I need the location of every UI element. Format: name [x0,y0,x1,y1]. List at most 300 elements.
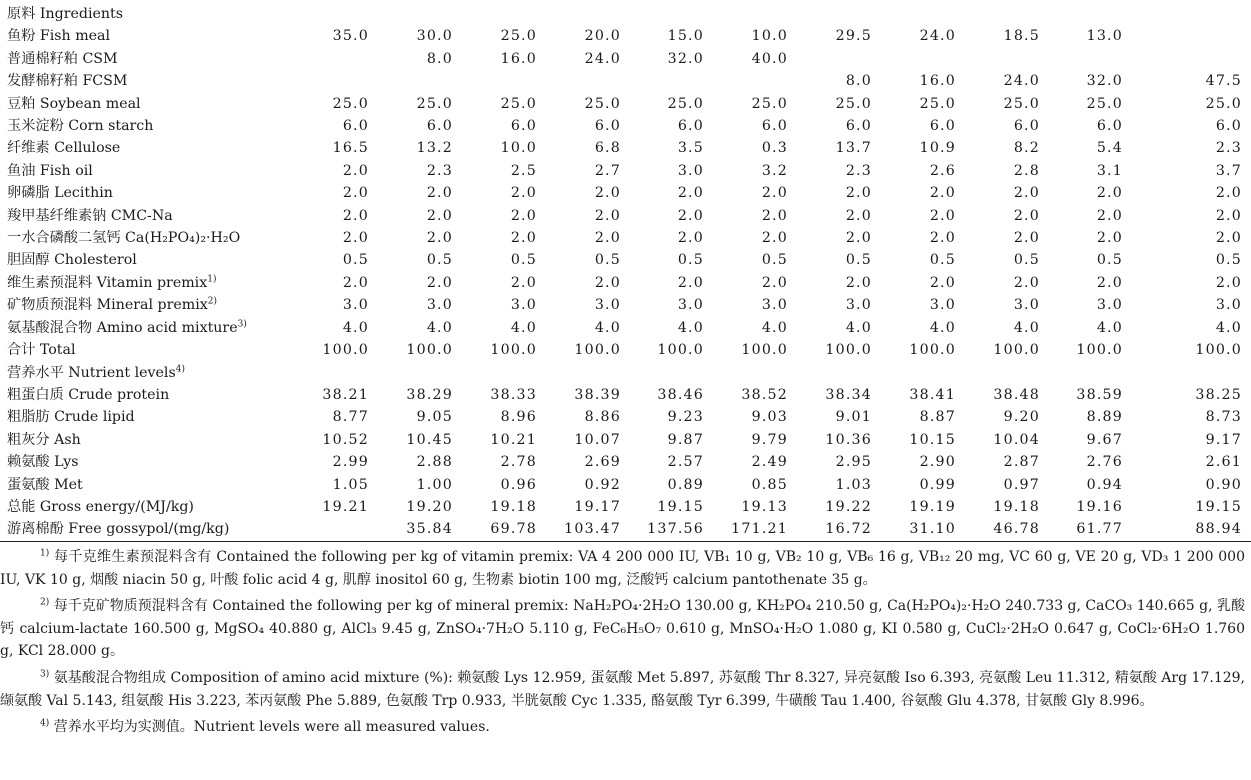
row-label-text: 氨基酸混合物 Amino acid mixture [7,319,238,336]
section-row [0,0,1251,25]
table-cell: 40.0 [751,50,788,67]
table-cell: 8.0 [426,50,453,67]
table-cell: 3.0 [845,297,872,314]
table-cell: 3.7 [1215,162,1242,179]
table-cell: 25.0 [1205,95,1242,112]
table-cell: 2.0 [1096,274,1123,291]
table-cell: 16.0 [500,50,537,67]
table-cell: 2.0 [1096,185,1123,202]
table-cell: 2.0 [1215,207,1242,224]
table-cell: 25.0 [751,95,788,112]
table-cell: 2.0 [1013,185,1040,202]
table-row [0,429,1251,451]
row-label [0,451,298,473]
row-label [0,249,298,271]
table-cell: 2.57 [667,454,704,471]
row-label [0,205,298,227]
table-cell: 0.92 [584,476,621,493]
table-cell: 4.0 [677,319,704,336]
table-cell: 2.0 [929,230,956,247]
table-cell [1132,0,1251,25]
table-row [0,339,1251,361]
table-cell: 25.0 [416,95,453,112]
row-label-text: 蛋氨酸 Met [7,476,83,493]
table-cell [546,362,630,384]
table-cell [1132,362,1251,384]
table-cell: 38.33 [490,386,537,403]
table-cell: 6.0 [1096,118,1123,135]
table-cell: 2.0 [342,185,369,202]
table-cell: 4.0 [510,319,537,336]
table-cell: 6.0 [929,118,956,135]
table-cell: 2.0 [426,185,453,202]
table-cell: 88.94 [1132,518,1251,541]
table-cell: 0.5 [426,252,453,269]
row-label-text: 一水合磷酸二氢钙 Ca(H₂PO₄)₂·H₂O [7,230,241,247]
footnote [0,667,1245,712]
table-cell: 13.0 [1086,28,1123,45]
table-cell: 19.22 [825,498,872,515]
table-cell [298,518,378,541]
table-cell: 4.0 [1096,319,1123,336]
table-cell: 2.0 [342,162,369,179]
row-label [0,339,298,361]
table-row [0,48,1251,70]
table-cell: 0.5 [510,252,537,269]
table-cell: 4.0 [1013,319,1040,336]
row-label [0,70,298,92]
table-cell: 0.3 [761,140,788,157]
table-cell: 4.0 [342,319,369,336]
table-cell: 46.78 [965,518,1049,541]
table-cell: 19.13 [741,498,788,515]
table-cell: 2.3 [845,162,872,179]
table-cell: 38.52 [741,386,788,403]
table-cell: 8.0 [845,73,872,90]
table-cell: 2.87 [1003,454,1040,471]
table-cell [630,0,713,25]
table-cell: 8.96 [500,409,537,426]
table-cell: 2.69 [584,454,621,471]
table-cell: 9.17 [1205,431,1242,448]
table-cell: 24.0 [584,50,621,67]
table-cell: 10.0 [751,28,788,45]
table-cell: 10.07 [574,431,621,448]
table-cell: 1.00 [416,476,453,493]
table-cell: 9.20 [1003,409,1040,426]
table-cell: 19.21 [322,498,369,515]
row-label-text: 营养水平 Nutrient levels [7,364,176,381]
row-label [0,227,298,249]
table-cell: 24.0 [1003,73,1040,90]
section-label [0,362,298,384]
footnote-mark: 4) [40,718,50,729]
table-cell [1049,48,1132,70]
table-cell: 4.0 [761,319,788,336]
table-cell: 6.0 [510,118,537,135]
table-cell: 2.0 [594,207,621,224]
table-cell: 100.0 [406,342,453,359]
table-cell: 3.0 [594,297,621,314]
table-cell: 0.5 [1215,252,1242,269]
row-label [0,137,298,159]
table-cell: 8.87 [919,409,956,426]
table-cell: 38.48 [993,386,1040,403]
row-label [0,518,298,541]
row-label-text: 发酵棉籽粕 FCSM [7,73,128,90]
table-cell: 2.0 [1215,274,1242,291]
row-label-text: 纤维素 Cellulose [7,140,121,157]
row-label-text: 豆粕 Soybean meal [7,95,141,112]
row-label-text: 普通棉籽粕 CSM [7,50,118,67]
table-cell: 100.0 [741,342,788,359]
table-cell [965,0,1049,25]
table-cell: 2.0 [510,274,537,291]
table-cell: 18.5 [1003,28,1040,45]
table-cell: 3.5 [677,140,704,157]
table-cell: 2.0 [594,185,621,202]
row-label [0,93,298,115]
table-cell: 2.0 [510,207,537,224]
table-cell: 2.0 [761,230,788,247]
footnote-text: 营养水平均为实测值。Nutrient levels were all measured values. [53,719,490,736]
table-cell [298,0,378,25]
table-cell [965,48,1049,70]
table-cell: 10.15 [909,431,956,448]
table-cell: 25.0 [919,95,956,112]
table-row [0,317,1251,339]
table-row [0,451,1251,473]
table-cell: 6.0 [845,118,872,135]
table-cell: 8.86 [584,409,621,426]
table-cell: 9.01 [835,409,872,426]
table-cell: 38.29 [406,386,453,403]
table-cell: 3.0 [342,297,369,314]
table-cell [298,362,378,384]
table-cell [881,48,965,70]
table-cell [630,70,713,92]
table-cell: 9.05 [416,409,453,426]
table-cell: 6.0 [342,118,369,135]
footnote [0,546,1245,591]
table-cell: 100.0 [909,342,956,359]
table-row [0,205,1251,227]
row-label [0,474,298,496]
footnote-mark: 2) [40,597,50,608]
table-cell: 10.21 [490,431,537,448]
row-label-text: 合计 Total [7,342,76,359]
table-cell: 19.17 [574,498,621,515]
table-cell: 69.78 [462,518,546,541]
table-cell: 0.5 [1096,252,1123,269]
table-cell: 3.0 [677,297,704,314]
table-cell [797,0,881,25]
table-cell: 3.0 [1013,297,1040,314]
table-row [0,137,1251,159]
row-label-text: 粗脂肪 Crude lipid [7,409,135,426]
table-cell: 2.0 [677,230,704,247]
table-cell: 2.0 [594,274,621,291]
table-cell: 2.49 [751,454,788,471]
row-label-text: 玉米淀粉 Corn starch [7,118,154,135]
table-cell: 3.0 [426,297,453,314]
table-cell: 10.0 [500,140,537,157]
table-cell: 100.0 [490,342,537,359]
table-cell: 3.0 [510,297,537,314]
table-cell: 16.0 [919,73,956,90]
table-cell: 2.6 [929,162,956,179]
table-cell: 1.05 [332,476,369,493]
table-cell: 2.90 [919,454,956,471]
table-cell: 19.18 [490,498,537,515]
footnote-text: 氨基酸混合物组成 Composition of amino acid mixture (%): 赖氨酸 Lys 12.959, 蛋氨酸 Met 5.897, 苏氨酸 Thr 8.327, 异亮氨酸 Iso 6.393, 亮氨酸 Leu 11.312, 精氨酸 Arg 17.129, 缬氨酸 Val 5.143, 组氨酸 His 3.223, 苯丙氨酸 Phe 5.889, 色氨酸 Trp 0.933, 半胱氨酸 Cyc 1.335, 酪氨酸 Tyr 6.399, 牛磺酸 Tau 1.400, 谷氨酸 Glu 4.378, 甘氨酸 Gly 8.996。 [0,669,1245,709]
table-cell: 4.0 [426,319,453,336]
table-cell: 25.0 [835,95,872,112]
table-cell: 25.0 [500,28,537,45]
table-cell: 2.0 [1013,274,1040,291]
table-cell: 2.0 [426,230,453,247]
table-cell: 10.9 [919,140,956,157]
table-cell: 100.0 [574,342,621,359]
row-label [0,25,298,47]
table-cell: 5.4 [1096,140,1123,157]
table-cell: 10.45 [406,431,453,448]
table-row [0,249,1251,271]
table-cell: 3.1 [1096,162,1123,179]
footnote-mark: 3) [40,669,50,680]
table-cell: 0.5 [845,252,872,269]
table-cell: 10.52 [322,431,369,448]
table-cell: 38.25 [1195,386,1242,403]
table-row [0,25,1251,47]
table-cell: 3.2 [761,162,788,179]
table-cell: 19.16 [1076,498,1123,515]
table-cell: 100.0 [322,342,369,359]
table-cell: 8.2 [1013,140,1040,157]
table-cell: 8.89 [1086,409,1123,426]
footnote [0,595,1245,663]
table-cell: 29.5 [835,28,872,45]
table-row [0,115,1251,137]
row-label [0,496,298,518]
footnote-text: 每千克矿物质预混料含有 Contained the following per kg of mineral premix: NaH₂PO₄·2H₂O 130.00 g, KH₂PO₄ 210.50 g, Ca(H₂PO₄)₂·H₂O 240.733 g, CaCO₃ 140.665 g, 乳酸钙 calcium-lactate 160.500 g, MgSO₄ 40.880 g, AlCl₃ 9.45 g, ZnSO₄·7H₂O 5.110 g, FeC₆H₅O₇ 0.610 g, MnSO₄·H₂O 1.080 g, KI 0.580 g, CuCl₂·2H₂O 0.647 g, CoCl₂·6H₂O 1.760 g, KCl 28.000 g。 [0,598,1246,660]
table-cell [1132,48,1251,70]
table-cell: 61.77 [1049,518,1132,541]
table-cell: 2.76 [1086,454,1123,471]
table-cell: 25.0 [584,95,621,112]
table-cell: 100.0 [1195,342,1242,359]
table-cell [965,362,1049,384]
table-row [0,406,1251,428]
table-cell: 8.73 [1205,409,1242,426]
table-cell: 2.0 [426,207,453,224]
table-cell: 3.0 [677,162,704,179]
table-cell: 100.0 [825,342,872,359]
table-cell: 19.19 [909,498,956,515]
row-label [0,406,298,428]
table-cell [462,70,546,92]
table-cell: 10.36 [825,431,872,448]
table-cell: 2.7 [594,162,621,179]
table-cell [378,0,462,25]
table-cell: 0.96 [500,476,537,493]
table-cell: 6.0 [426,118,453,135]
table-cell: 4.0 [594,319,621,336]
table-cell: 9.87 [667,431,704,448]
table-row [0,227,1251,249]
table-cell: 0.5 [761,252,788,269]
row-label-text: 卵磷脂 Lecithin [7,185,113,202]
table-cell [1132,25,1251,47]
row-label-text: 粗蛋白质 Crude protein [7,386,170,403]
table-row [0,272,1251,294]
table-cell: 47.5 [1205,73,1242,90]
table-cell [378,70,462,92]
table-cell: 100.0 [1076,342,1123,359]
table-cell: 38.59 [1076,386,1123,403]
table-cell: 2.0 [929,274,956,291]
row-label-text: 胆固醇 Cholesterol [7,252,137,269]
table-cell [881,0,965,25]
table-cell: 38.41 [909,386,956,403]
table-cell: 1.03 [835,476,872,493]
table-cell [713,0,797,25]
table-cell: 4.0 [845,319,872,336]
table-cell: 19.15 [657,498,704,515]
table-cell: 2.95 [835,454,872,471]
table-cell [713,362,797,384]
table-cell: 0.85 [751,476,788,493]
table-cell: 2.88 [416,454,453,471]
table-cell: 2.0 [761,207,788,224]
table-cell: 16.5 [332,140,369,157]
table-cell: 8.77 [332,409,369,426]
row-label [0,272,298,294]
table-cell: 6.0 [1215,118,1242,135]
table-cell: 25.0 [332,95,369,112]
table-cell: 31.10 [881,518,965,541]
table-cell: 0.89 [667,476,704,493]
footnote-text: 每千克维生素预混料含有 Contained the following per kg of vitamin premix: VA 4 200 000 IU, VB₁ 10 g, VB₂ 10 g, VB₆ 16 g, VB₁₂ 20 mg, VC 60 g, VE 20 g, VD₃ 1 200 000 IU, VK 10 g, 烟酸 niacin 50 g, 叶酸 folic acid 4 g, 肌醇 inositol 60 g, 生物素 biotin 100 mg, 泛酸钙 calcium pantothenate 35 g。 [0,549,1246,588]
table-cell [298,70,378,92]
table-cell: 103.47 [546,518,630,541]
row-label [0,317,298,339]
row-label-text: 羧甲基纤维素钠 CMC-Na [7,207,173,224]
table-cell: 2.0 [1096,230,1123,247]
table-cell: 2.0 [1215,185,1242,202]
table-row [0,93,1251,115]
table-cell: 171.21 [713,518,797,541]
table-cell: 2.3 [426,162,453,179]
table-cell: 2.0 [510,185,537,202]
footnote-marker: 2) [207,296,218,307]
table-cell [797,48,881,70]
row-label-text: 鱼油 Fish oil [7,162,93,179]
table-row [0,160,1251,182]
table-cell: 25.0 [1086,95,1123,112]
table-cell: 2.0 [510,230,537,247]
table-cell: 2.0 [342,207,369,224]
table-cell: 0.5 [929,252,956,269]
table-cell: 4.0 [1215,319,1242,336]
row-label-text: 矿物质预混料 Mineral premix [7,297,208,314]
row-label-text: 总能 Gross energy/(MJ/kg) [7,498,194,515]
table-cell: 19.15 [1195,498,1242,515]
table-cell: 25.0 [667,95,704,112]
row-label-text: 维生素预混料 Vitamin premix [7,274,208,291]
table-row [0,182,1251,204]
table-cell: 2.3 [1215,140,1242,157]
table-cell: 2.99 [332,454,369,471]
table-cell: 100.0 [993,342,1040,359]
table-cell: 2.0 [1215,230,1242,247]
table-cell: 6.0 [761,118,788,135]
table-cell: 2.0 [677,185,704,202]
table-cell: 2.0 [677,274,704,291]
table-cell: 35.84 [378,518,462,541]
row-label-text: 原料 Ingredients [7,6,124,22]
table-cell: 20.0 [584,28,621,45]
table-cell [546,0,630,25]
table-row [0,474,1251,496]
row-label [0,294,298,316]
row-label-text: 游离棉酚 Free gossypol/(mg/kg) [7,521,230,538]
table-cell: 38.46 [657,386,704,403]
table-cell: 3.0 [1096,297,1123,314]
table-cell [378,362,462,384]
row-label-text: 鱼粉 Fish meal [7,28,111,45]
table-row [0,496,1251,518]
table-cell: 24.0 [919,28,956,45]
table-cell: 2.61 [1205,454,1242,471]
table-cell: 2.0 [1013,230,1040,247]
table-cell: 2.0 [761,274,788,291]
table-cell: 4.0 [929,319,956,336]
table-cell: 30.0 [416,28,453,45]
row-label [0,115,298,137]
table-cell: 16.72 [797,518,881,541]
table-cell: 38.39 [574,386,621,403]
table-cell: 2.0 [929,207,956,224]
table-cell: 0.90 [1205,476,1242,493]
table-cell [797,362,881,384]
footnote-marker: 1) [207,274,217,285]
table-cell [462,0,546,25]
table-cell: 2.0 [342,274,369,291]
table-cell: 38.21 [322,386,369,403]
table-cell [881,362,965,384]
table-cell: 19.20 [406,498,453,515]
table-cell: 2.0 [594,230,621,247]
table-cell: 3.0 [761,297,788,314]
table-row [0,384,1251,406]
table-cell: 6.8 [594,140,621,157]
table-cell: 0.94 [1086,476,1123,493]
footnote-marker: 4) [175,363,185,374]
table-cell [630,362,713,384]
table-cell [462,362,546,384]
row-label [0,182,298,204]
row-label [0,429,298,451]
table-cell: 9.23 [667,409,704,426]
table-cell: 2.0 [426,274,453,291]
table-cell: 0.97 [1003,476,1040,493]
table-cell: 2.78 [500,454,537,471]
table-row [0,518,1251,541]
table-cell: 19.18 [993,498,1040,515]
table-cell: 2.0 [677,207,704,224]
table-cell: 10.04 [993,431,1040,448]
